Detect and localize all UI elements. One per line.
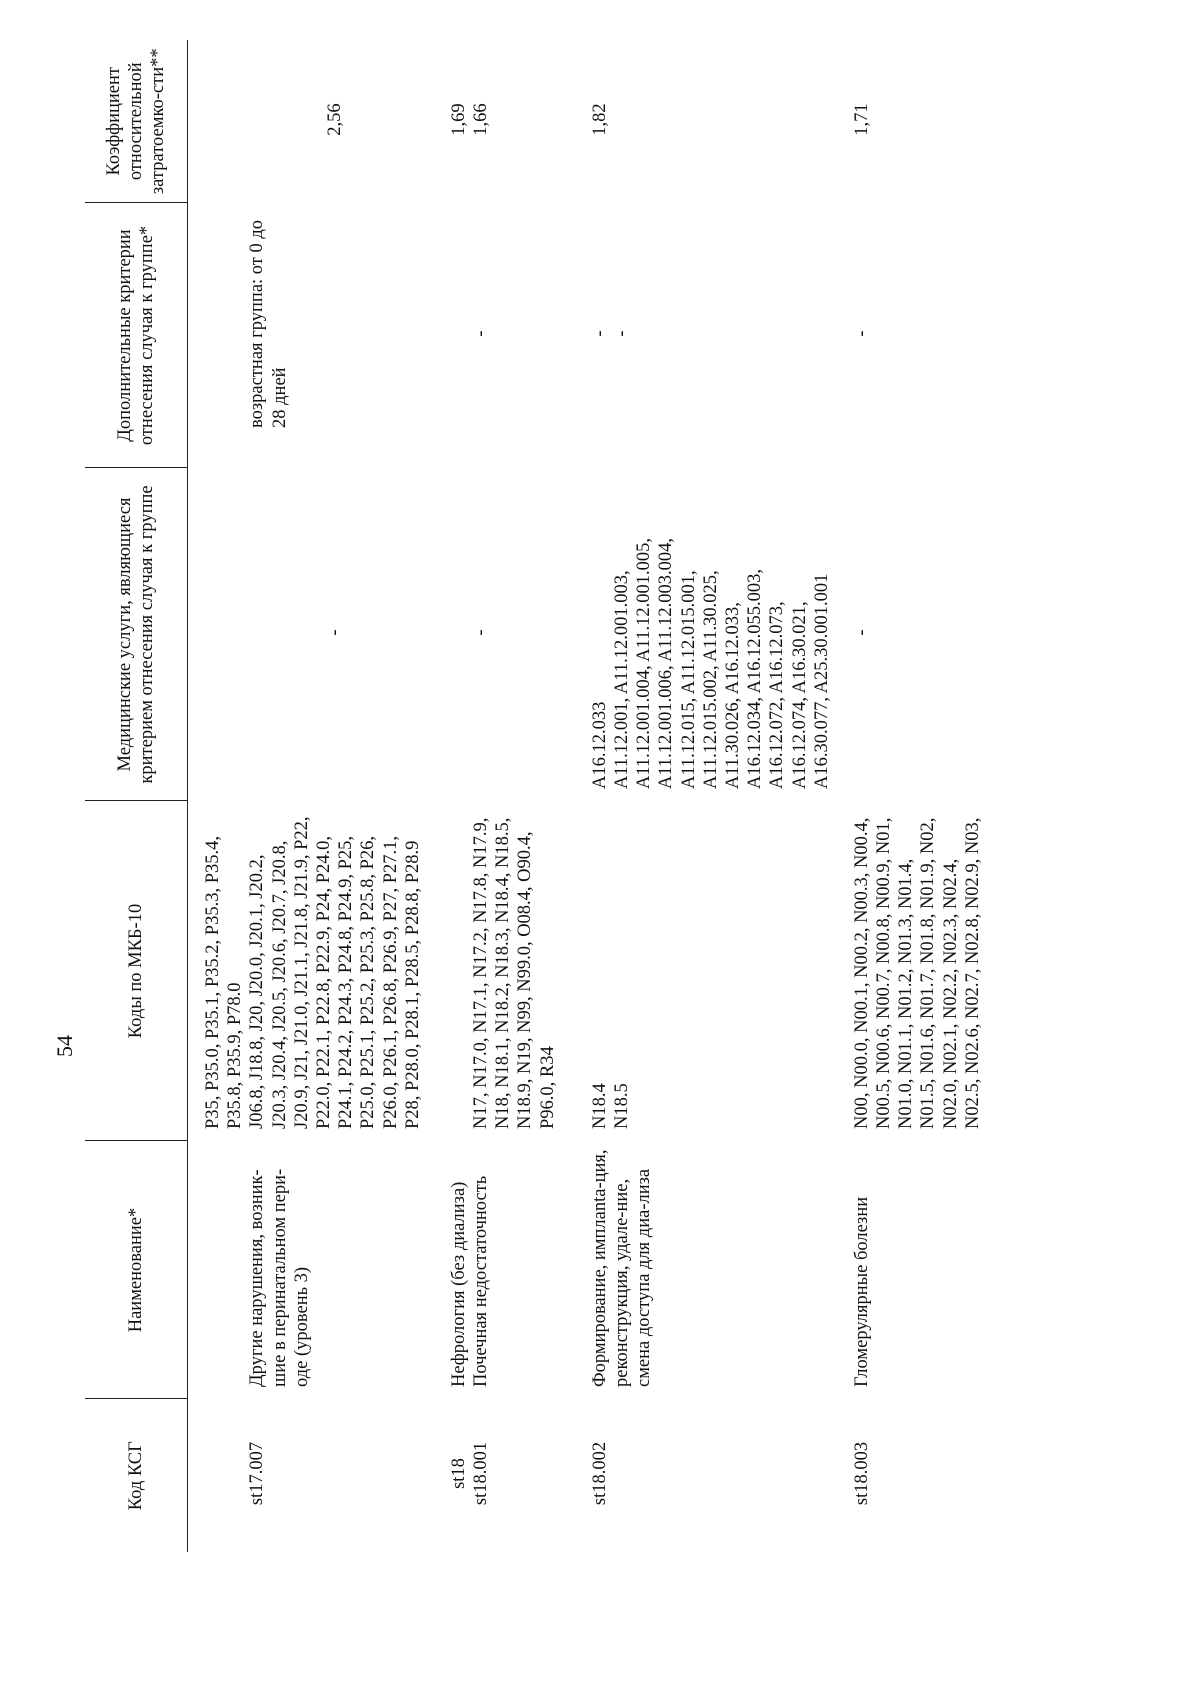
cell-name: Нефрология (без диализа) <box>448 1181 469 1387</box>
cell-coef: 1,82 <box>589 103 610 136</box>
service-line: A16.12.033 <box>589 701 610 789</box>
cell-services: - <box>471 629 492 636</box>
cell-icd: J06.8, J18.8, J20, J20.0, J20.1, J20.2, J20.3, J20.4, J20.5, J20.6, J20.7, J20.8, J20.9, J21, J21.0, J21.1, J21.8, J21.9, P22, P22.0, P22.1, P22.8, P22.9, P24, P24.0, P24.1, P24.2, P24.3, P24.8, P24.9, P25, P25.0, P25.1, P25.2, P25.3, P25.8, P26, P26.0, P26.1, P26.8, P26.9, P27, P27.1, P28, P28.0, P28.1, P28.5, P28.8, P28.9 <box>247 816 423 1129</box>
table-row <box>246 40 424 1552</box>
cell-services <box>559 468 833 801</box>
service-line: A11.30.026, A16.12.033, <box>722 602 743 789</box>
cell-name: Почечная недостаточность <box>471 1175 492 1387</box>
cell-name: Другие нарушения, возник-шие в перинатальном пери-оде (уровень 3) <box>247 1168 312 1387</box>
header-services: Медицинские услуги, являющиеся критерием отнесения случая к группе <box>85 468 188 801</box>
service-line: A11.12.015.002, A11.30.025, <box>700 570 721 789</box>
cell-coef: 1,71 <box>851 103 872 136</box>
table-row <box>470 40 559 1552</box>
cell-code: st17.007 <box>247 1441 268 1506</box>
service-line: A16.12.034, A16.12.055.003, <box>745 569 766 789</box>
header-coef: Коэффициент относительной затратоемко-сти** <box>85 40 188 203</box>
header-code: Код КСГ <box>85 1399 188 1552</box>
header-icd: Коды по МКБ-10 <box>85 801 188 1141</box>
cell-services <box>424 468 470 801</box>
table-header-row <box>85 40 188 1552</box>
cell-criteria <box>424 203 470 468</box>
service-line: A16.12.074, A16.30.021, <box>789 601 810 789</box>
cell-icd <box>559 801 833 1141</box>
cell-icd: N17, N17.0, N17.1, N17.2, N17.8, N17.9, N18, N18.1, N18.2, N18.3, N18.4, N18.5, N18.9, N19, N99, N99.0, O08.4, O90.4, P96.0, R34 <box>471 817 558 1129</box>
cell-criteria: возрастная группа: от 0 до 28 дней <box>247 219 290 428</box>
cell-coef: 1,69 <box>448 103 469 136</box>
icd-line: N18.4 <box>589 1083 610 1129</box>
service-line: A16.12.072, A16.12.073, <box>767 601 788 789</box>
cell-criteria <box>559 203 833 468</box>
cell-icd: N00, N00.0, N00.1, N00.2, N00.3, N00.4, N00.5, N00.6, N00.7, N00.8, N00.9, N01, N01.0, N01.1, N01.2, N01.3, N01.4, N01.5, N01.6, N01.7, N01.8, N01.9, N02, N02.0, N02.1, N02.2, N02.3, N02.4, N02.5, N02.6, N02.7, N02.8, N02.9, N03, <box>851 817 983 1129</box>
service-line: A11.12.001.004, A11.12.001.005, <box>634 538 655 789</box>
cell-services <box>188 468 247 801</box>
header-name: Наименование* <box>85 1141 188 1399</box>
cell-name <box>188 1141 247 1399</box>
service-line: A11.12.001.006, A11.12.003.004, <box>656 538 677 789</box>
cell-icd <box>424 801 470 1141</box>
cell-code: st18.002 <box>589 1441 610 1506</box>
table-row <box>559 40 833 1552</box>
criteria-line: - <box>589 330 610 337</box>
service-line: A11.12.001, A11.12.001.003, <box>612 570 632 789</box>
criteria-line: - <box>612 330 632 337</box>
service-line: A16.30.077, A25.30.001.001 <box>811 573 832 789</box>
header-criteria: Дополнительные критерии отнесения случая к группе* <box>85 203 188 468</box>
cell-code: st18.003 <box>851 1441 872 1506</box>
cell-name: Гломерулярные болезни <box>851 1196 872 1387</box>
cell-services: - <box>851 629 872 636</box>
table-row <box>188 40 247 1552</box>
cell-criteria: - <box>471 330 492 337</box>
cell-coef: 2,56 <box>325 103 346 136</box>
page-number: 54 <box>52 1035 77 1057</box>
cell-code <box>188 1399 247 1552</box>
cell-coef: 1,66 <box>471 103 492 136</box>
table-row <box>833 40 984 1552</box>
table-row <box>424 40 470 1552</box>
icd-line: N18.5 <box>612 1083 632 1129</box>
cell-criteria: - <box>851 330 872 337</box>
cell-icd: P35, P35.0, P35.1, P35.2, P35.3, P35.4, P35.8, P35.9, P78.0 <box>203 836 246 1129</box>
cell-code: st18.001 <box>471 1441 492 1506</box>
ksg-table <box>85 40 984 1552</box>
cell-coef <box>188 40 247 203</box>
service-line: A11.12.015, A11.12.015.001, <box>678 570 699 789</box>
cell-services: - <box>325 629 346 636</box>
cell-code: st18 <box>448 1458 469 1489</box>
cell-name: Формирование, имплanta-ция, реконструкция, удале-ние, смена доступа для диа-лиза <box>589 1149 655 1387</box>
cell-criteria <box>188 203 247 468</box>
